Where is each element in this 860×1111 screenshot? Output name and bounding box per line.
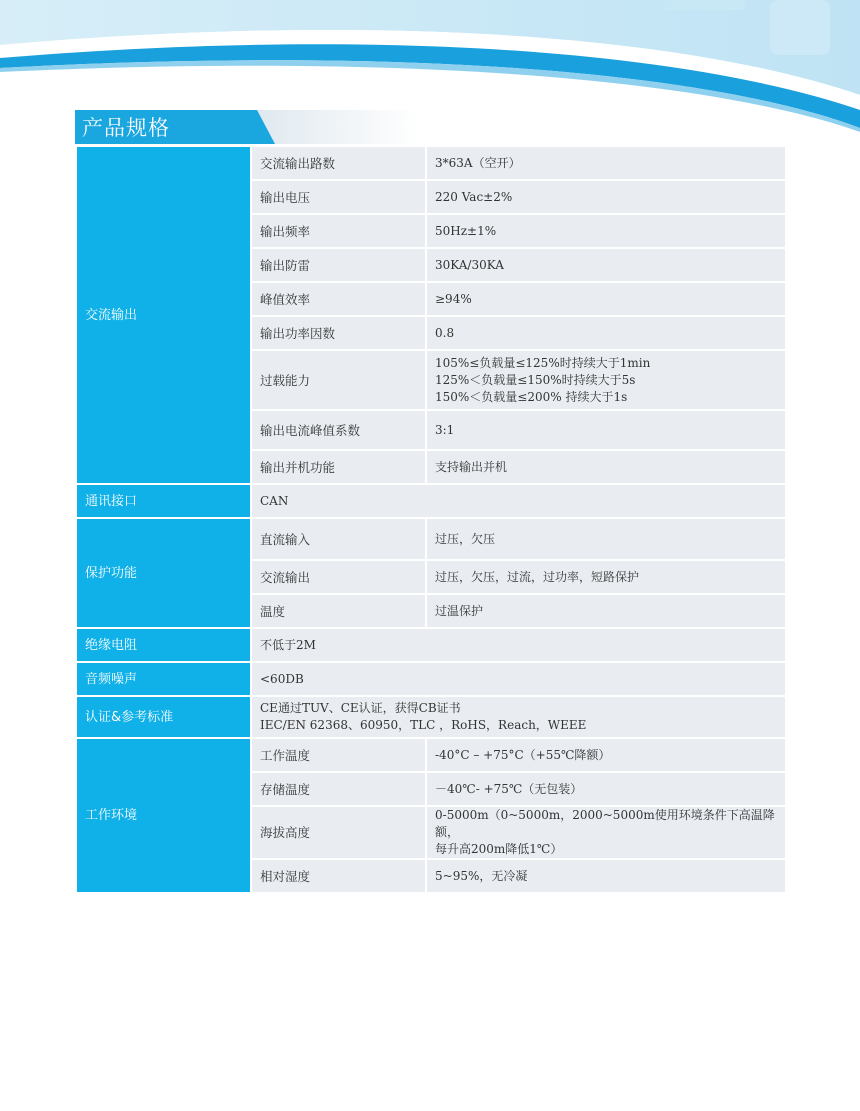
param-cell: 输出电压 bbox=[251, 180, 426, 214]
value-line: CE通过TUV、CE认证，获得CB证书 bbox=[260, 701, 461, 715]
param-cell: 存储温度 bbox=[251, 772, 426, 806]
table-row bbox=[76, 628, 786, 662]
value-line: 105%≤负载量≤125%时持续大于1min bbox=[435, 355, 651, 370]
value-cell: 过压，欠压 bbox=[426, 518, 786, 560]
value-cell: 3*63A（空开） bbox=[426, 146, 786, 180]
param-cell: 峰值效率 bbox=[251, 282, 426, 316]
value-line: 0-5000m（0~5000m，2000~5000m使用环境条件下高温降额， bbox=[435, 808, 775, 839]
category-cell: 通讯接口 bbox=[76, 484, 251, 518]
param-cell: 直流输入 bbox=[251, 518, 426, 560]
value-cell: 过压，欠压，过流，过功率，短路保护 bbox=[426, 560, 786, 594]
value-cell bbox=[251, 696, 786, 738]
param-cell: 输出频率 bbox=[251, 214, 426, 248]
value-line: 150%＜负载量≤200% 持续大于1s bbox=[435, 389, 628, 404]
value-cell: 3:1 bbox=[426, 410, 786, 450]
value-cell: -40°C – +75°C（+55℃降额） bbox=[426, 738, 786, 772]
table-row bbox=[76, 662, 786, 696]
category-cell: 交流输出 bbox=[76, 146, 251, 484]
table-row bbox=[76, 696, 786, 738]
category-cell: 音频噪声 bbox=[76, 662, 251, 696]
category-cell: 保护功能 bbox=[76, 518, 251, 628]
table-row bbox=[76, 146, 786, 180]
value-cell: －40℃- +75℃（无包装） bbox=[426, 772, 786, 806]
value-cell: ≥94% bbox=[426, 282, 786, 316]
table-row bbox=[76, 738, 786, 772]
table-row bbox=[76, 518, 786, 560]
param-cell: 海拔高度 bbox=[251, 806, 426, 859]
param-cell: 温度 bbox=[251, 594, 426, 628]
param-cell: 过载能力 bbox=[251, 350, 426, 410]
table-row bbox=[76, 484, 786, 518]
value-cell: <60DB bbox=[251, 662, 786, 696]
value-cell bbox=[426, 350, 786, 410]
value-cell: 0.8 bbox=[426, 316, 786, 350]
category-cell: 工作环境 bbox=[76, 738, 251, 893]
param-cell: 输出防雷 bbox=[251, 248, 426, 282]
category-cell: 绝缘电阻 bbox=[76, 628, 251, 662]
page-title: 产品规格 bbox=[82, 116, 170, 140]
param-cell: 输出并机功能 bbox=[251, 450, 426, 484]
value-cell: 支持输出并机 bbox=[426, 450, 786, 484]
title-fade-decoration bbox=[255, 110, 420, 144]
param-cell: 交流输出路数 bbox=[251, 146, 426, 180]
spec-table bbox=[75, 145, 787, 894]
value-cell: 过温保护 bbox=[426, 594, 786, 628]
value-line: IEC/EN 62368、60950，TLC ，RoHS，Reach，WEEE bbox=[260, 718, 587, 732]
value-cell: 50Hz±1% bbox=[426, 214, 786, 248]
value-line: 每升高200m降低1℃） bbox=[435, 842, 563, 856]
category-cell: 认证&参考标准 bbox=[76, 696, 251, 738]
param-cell: 输出功率因数 bbox=[251, 316, 426, 350]
value-line: 125%＜负载量≤150%时持续大于5s bbox=[435, 372, 636, 387]
param-cell: 工作温度 bbox=[251, 738, 426, 772]
value-cell bbox=[426, 806, 786, 859]
param-cell: 交流输出 bbox=[251, 560, 426, 594]
value-cell: 30KA/30KA bbox=[426, 248, 786, 282]
value-cell: CAN bbox=[251, 484, 786, 518]
value-cell: 5~95%，无冷凝 bbox=[426, 859, 786, 893]
param-cell: 相对湿度 bbox=[251, 859, 426, 893]
param-cell: 输出电流峰值系数 bbox=[251, 410, 426, 450]
value-cell: 不低于2M bbox=[251, 628, 786, 662]
value-cell: 220 Vac±2% bbox=[426, 180, 786, 214]
